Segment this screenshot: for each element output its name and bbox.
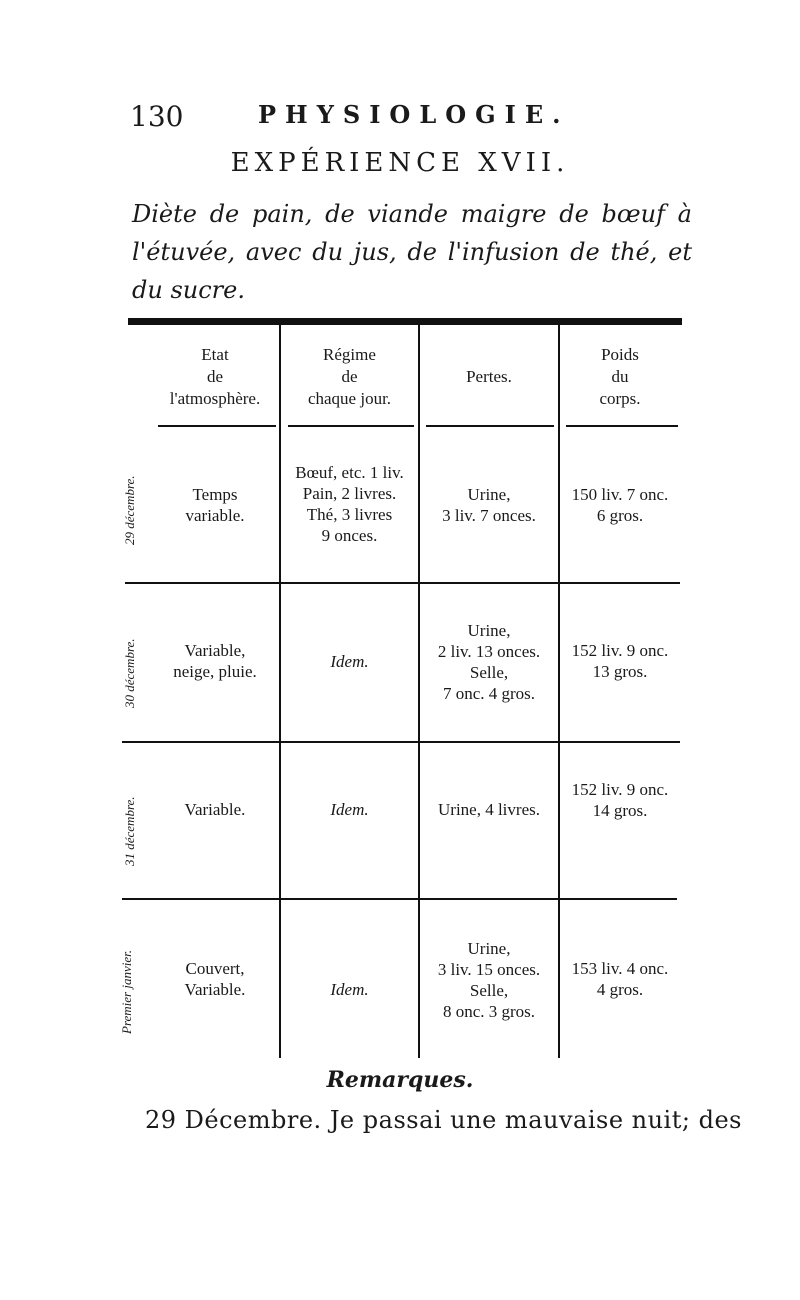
col-header-atmosphere: Etat de l'atmosphère.: [169, 345, 261, 408]
cell-atmosphere: Variable.: [184, 800, 246, 819]
row-date: 29 décembre.: [122, 475, 137, 545]
row-date: 30 décembre.: [122, 638, 137, 708]
col-header-pertes: Pertes.: [466, 367, 512, 386]
cell-pertes: Urine, 3 liv. 15 onces. Selle, 8 onc. 3 gros.: [437, 939, 541, 1021]
row-date: 31 décembre.: [122, 796, 137, 866]
column-divider: [279, 325, 281, 1058]
cell-pertes: Urine, 3 liv. 7 onces.: [442, 485, 536, 525]
experiment-title: EXPÉRIENCE XVII.: [230, 148, 570, 178]
row-date: Premier janvier.: [119, 950, 134, 1034]
header-underline: [288, 425, 414, 427]
cell-poids: 152 liv. 9 onc. 14 gros.: [571, 780, 669, 820]
cell-pertes: Urine, 4 livres.: [438, 800, 540, 819]
page-number: 130: [130, 100, 184, 133]
header-underline: [566, 425, 678, 427]
running-head: PHYSIOLOGIE.: [258, 100, 570, 129]
cell-regime: Bœuf, etc. 1 liv. Pain, 2 livres. Thé, 3 livres 9 onces.: [295, 463, 404, 545]
table-top-rule: [128, 318, 682, 325]
cell-regime: Idem.: [330, 980, 369, 999]
col-header-poids: Poids du corps.: [599, 345, 641, 408]
cell-atmosphere: Temps variable.: [185, 485, 245, 525]
diet-description: Diète de pain, de viande maigre de bœuf à l'étuvée, avec du jus, de l'infusion de thé, et du sucre.: [132, 200, 692, 304]
row-divider: [122, 741, 680, 743]
col-header-regime: Régime de chaque jour.: [307, 345, 392, 408]
header-underline: [158, 425, 276, 427]
cell-poids: 150 liv. 7 onc. 6 gros.: [571, 485, 669, 525]
remarks-first-line: 29 Décembre. Je passai une mauvaise nuit; des: [145, 1106, 742, 1134]
cell-atmosphere: Variable, neige, pluie.: [173, 641, 257, 681]
cell-pertes: Urine, 2 liv. 13 onces. Selle, 7 onc. 4 gros.: [437, 621, 541, 703]
header-underline: [426, 425, 554, 427]
remarks-title: Remarques.: [326, 1067, 474, 1093]
column-divider: [558, 325, 560, 1058]
cell-regime: Idem.: [330, 800, 369, 819]
cell-regime: Idem.: [330, 652, 369, 671]
cell-poids: 153 liv. 4 onc. 4 gros.: [571, 959, 669, 999]
row-divider: [122, 898, 677, 900]
row-divider: [125, 582, 680, 584]
cell-atmosphere: Couvert, Variable.: [184, 959, 246, 999]
cell-poids: 152 liv. 9 onc. 13 gros.: [571, 641, 669, 681]
